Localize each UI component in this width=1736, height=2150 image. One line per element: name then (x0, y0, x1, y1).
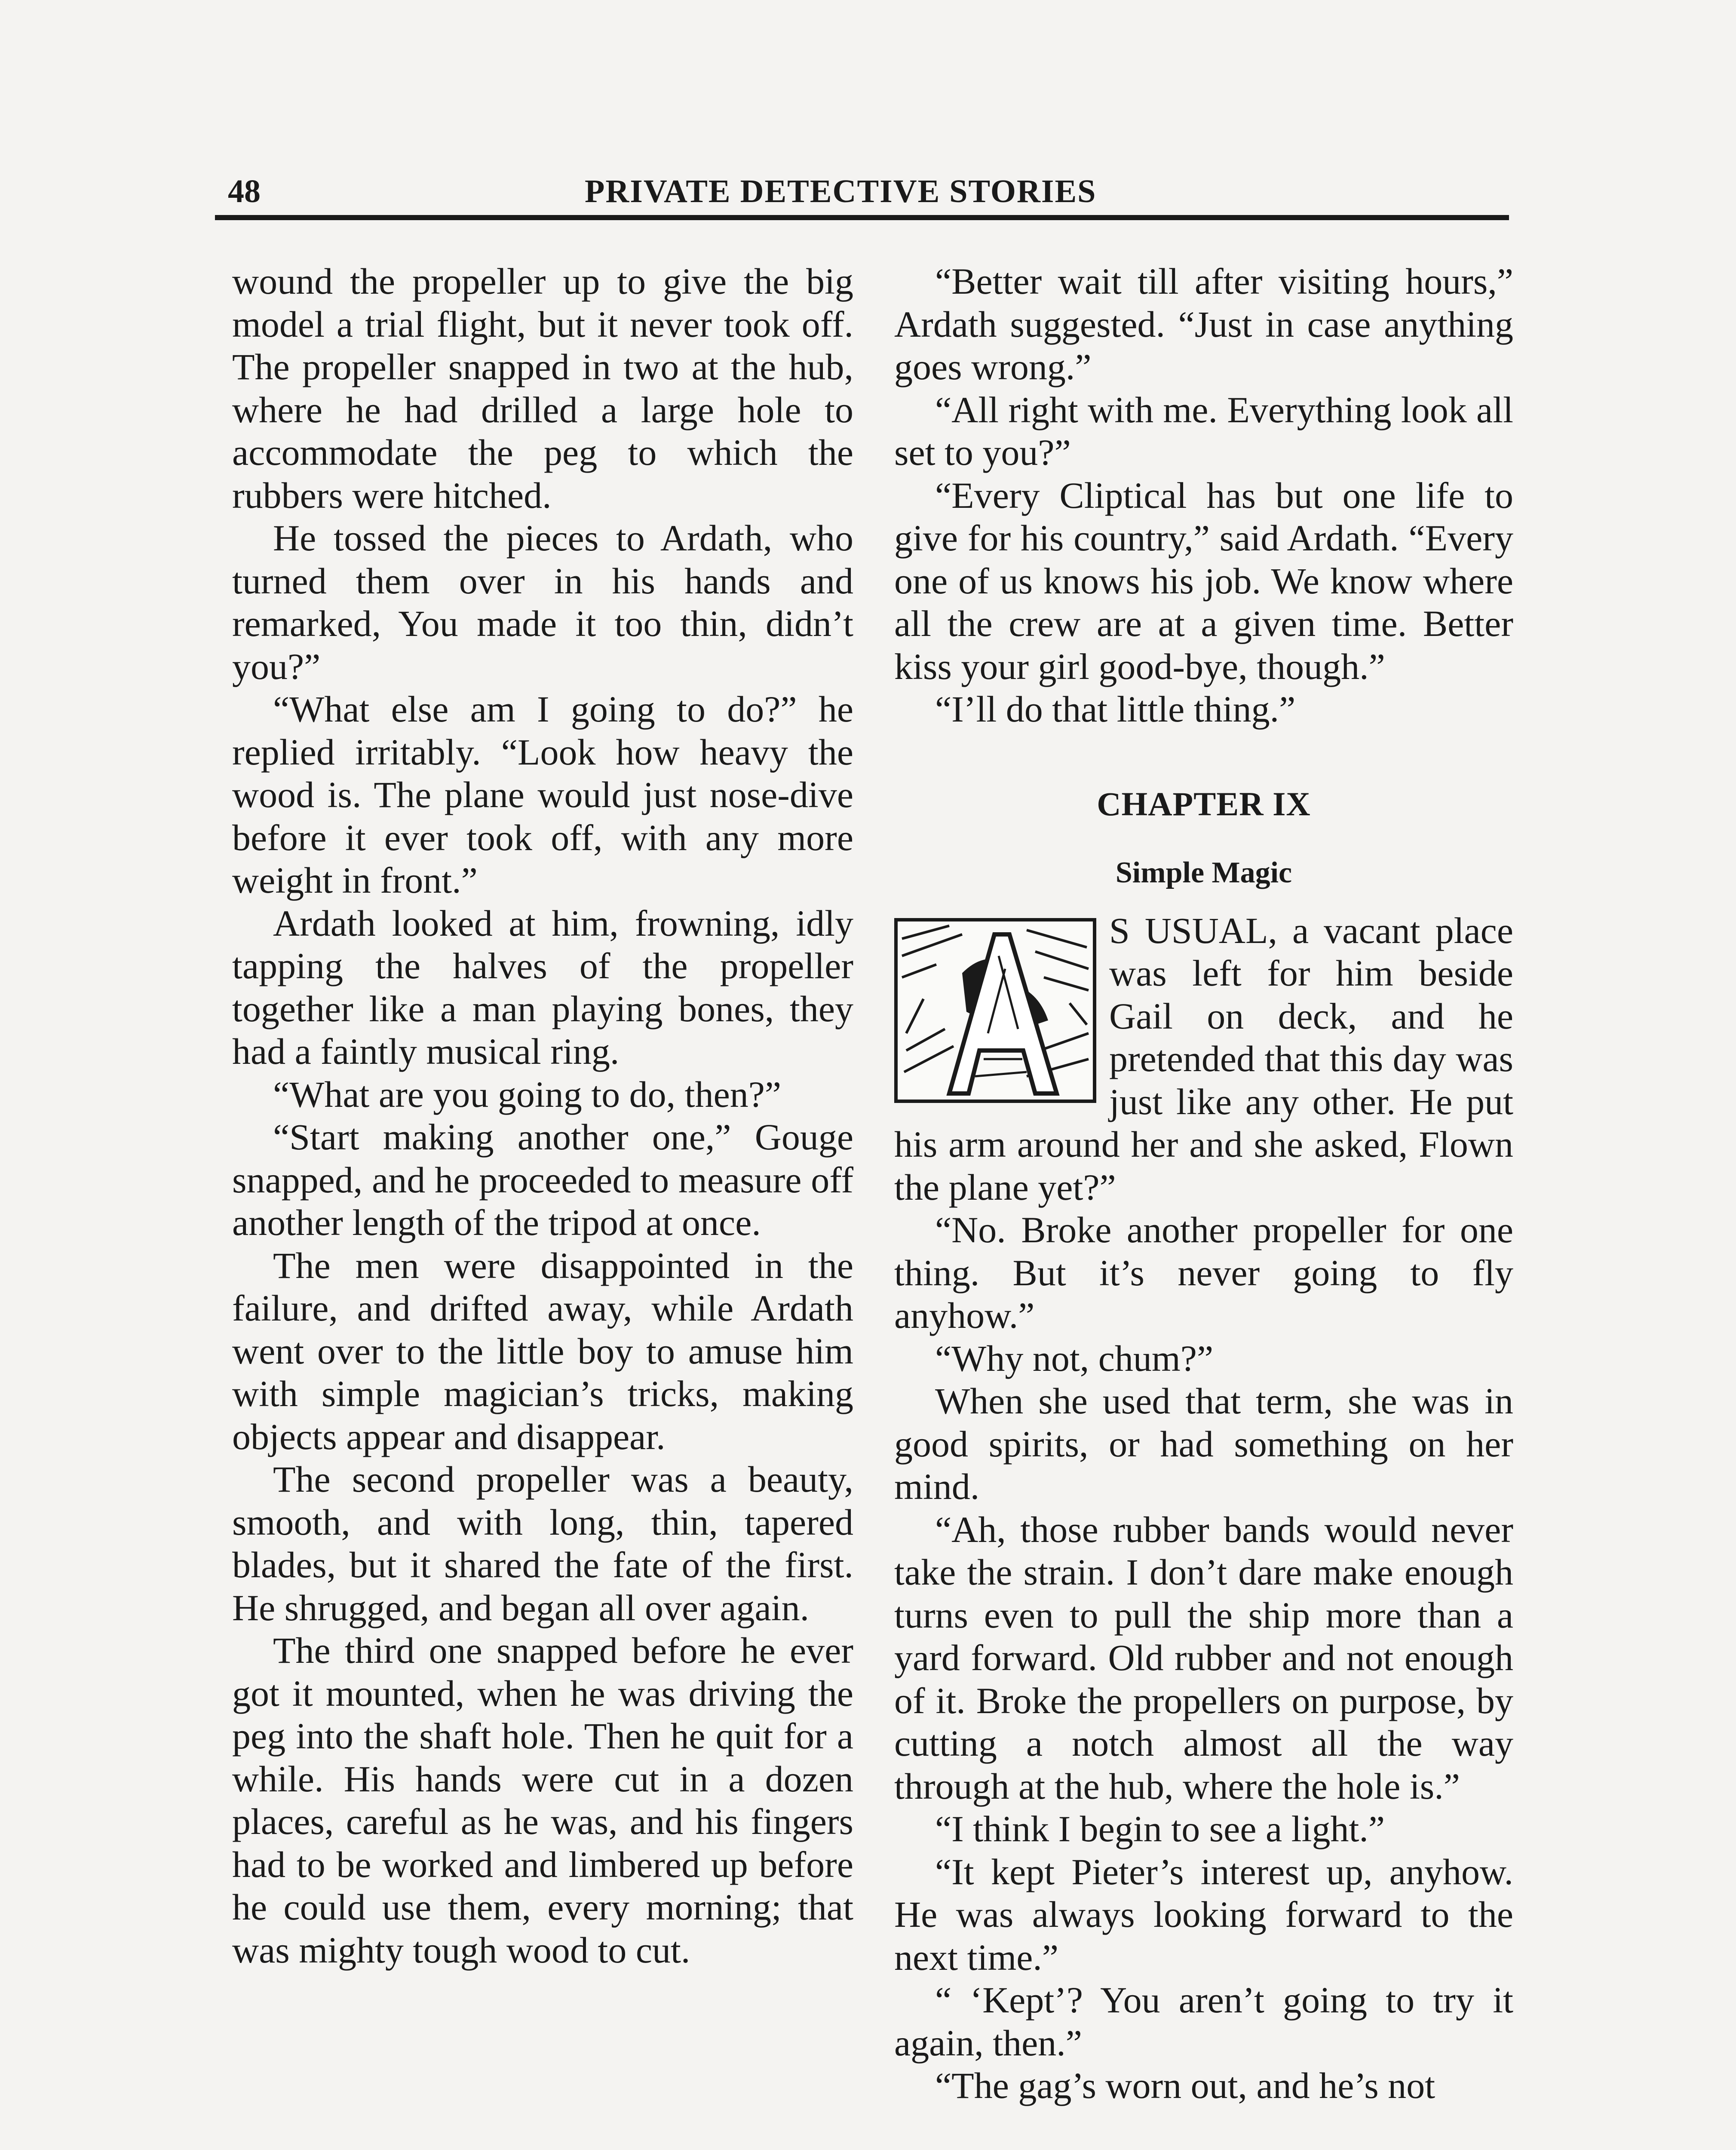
page-number: 48 (228, 173, 261, 209)
paragraph: “What are you going to do, then?” (273, 1073, 782, 1115)
paragraph: “The gag’s worn out, and he’s not (935, 2065, 1435, 2106)
header-rule (215, 215, 1509, 220)
paragraph: The third one snapped before he ever got it mounted, when he was driving the peg into the shaft hole. Then he quit for a while. His hands were cut in a dozen places, careful as he was, and his fingers had to be worked and limbered up before he could use them, every morning; that was mighty tough wood to cut. (232, 1630, 853, 1971)
chapter-opening-paragraph: S USUAL, a vacant place was left for him beside Gail on deck, and he pretended that this day was just like any other. He put his arm around her and she asked, Flown the plane yet?” (894, 909, 1513, 1208)
paragraph: “I’ll do that little thing.” (935, 688, 1296, 730)
paragraph: He tossed the pieces to Ardath, who turned them over in his hands and remarked, You made it too thin, didn’t you?” (232, 517, 853, 687)
paragraph: “Better wait till after visiting hours,” Ardath suggested. “Just in case anything goes wrong.” (894, 261, 1513, 387)
paragraph: “All right with me. Everything look all set to you?” (894, 389, 1513, 473)
drop-cap-woodcut-icon (898, 921, 1093, 1100)
drop-cap (894, 918, 1101, 1107)
paragraph: The second propeller was a beauty, smooth, and with long, thin, tapered blades, but it shared the fate of the first. He shrugged, and began all over again. (232, 1459, 853, 1628)
paragraph: “I think I begin to see a light.” (935, 1808, 1385, 1849)
paragraph: “It kept Pieter’s interest up, anyhow. He was always looking forward to the next time.” (894, 1851, 1513, 1978)
paragraph: “Ah, those rubber bands would never take the strain. I don’t dare make enough turns even to pull the ship more than a yard forward. Old rubber and not enough of it. Broke the propellers on purpose, by cutting a notch almost all the way through at the hub, where the hole is.” (894, 1508, 1513, 1807)
running-title: PRIVATE DETECTIVE STORIES (585, 173, 1097, 209)
paragraph: “No. Broke another propeller for one thing. But it’s never going to fly anyhow.” (894, 1209, 1513, 1336)
paragraph: Ardath looked at him, frowning, idly tapping the halves of the propeller together like a man playing bones, they had a faintly musical ring. (232, 902, 853, 1072)
paragraph: “Start making another one,” Gouge snapped, and he proceeded to measure off another length of the tripod at once. (232, 1116, 853, 1243)
chapter-title: Simple Magic (1115, 856, 1292, 889)
paragraph: “ ‘Kept’? You aren’t going to try it again, then.” (894, 1979, 1513, 2064)
paragraph: When she used that term, she was in good spirits, or had something on her mind. (894, 1380, 1513, 1507)
paragraph: The men were disappointed in the failure, and drifted away, while Ardath went over to the little boy to amuse him with simple magician’s tricks, making objects appear and disappear. (232, 1244, 853, 1457)
drop-cap-illustration (894, 918, 1096, 1103)
paragraph: “What else am I going to do?” he replied irritably. “Look how heavy the wood is. The plane would just nose-dive before it ever took off, with any more weight in front.” (232, 688, 853, 901)
left-column (232, 260, 853, 1972)
paragraph: “Why not, chum?” (935, 1337, 1214, 1379)
right-column (894, 260, 1513, 2107)
page-header (228, 170, 1518, 217)
paragraph: wound the propeller up to give the big model a trial flight, but it never took off. The propeller snapped in two at the hub, where he had drilled a large hole to accommodate the peg to which the rubbers were hitched. (232, 261, 853, 516)
paragraph: “Every Cliptical has but one life to give for his country,” said Ardath. “Every one of us knows his job. We know where all the crew are at a given time. Better kiss your girl good-bye, though.” (894, 474, 1513, 687)
chapter-heading: CHAPTER IX (1097, 785, 1311, 823)
